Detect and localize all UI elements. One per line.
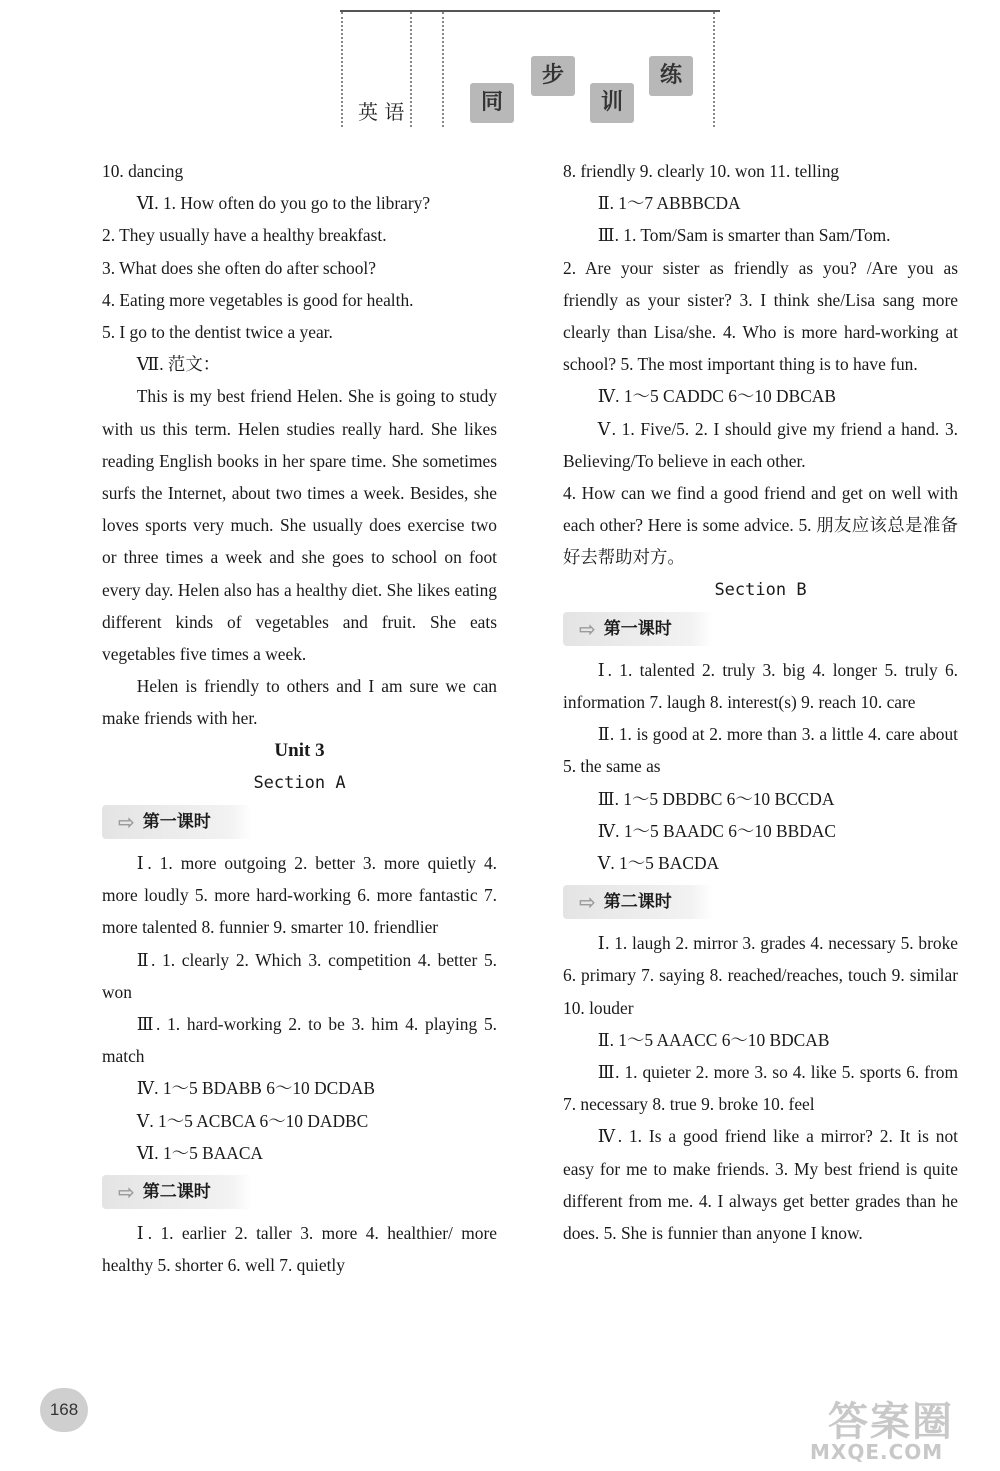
lesson-label: 第一课时	[142, 811, 211, 832]
answer-paragraph: Ⅲ. 1～5 DBDBC 6～10 BCCDA	[597, 788, 835, 809]
lesson-heading	[563, 612, 713, 646]
answer-paragraph: Ⅱ. 1. clearly 2. Which 3. competition 4. better 5. won	[102, 949, 497, 1002]
answer-paragraph: Ⅳ. 1～5 BAADC 6～10 BBDAC	[597, 820, 836, 841]
header-divider	[410, 12, 412, 127]
header-divider	[442, 12, 444, 127]
answer-paragraph: 2. They usually have a healthy breakfast.	[102, 225, 387, 246]
answer-paragraph: Ⅲ. 1. quieter 2. more 3. so 4. like 5. sports 6. from 7. necessary 8. true 9. broke 10. feel	[563, 1062, 958, 1115]
left-column	[102, 155, 497, 1282]
watermark-logo-text: 答案圈	[828, 1399, 954, 1445]
subject-label: 英 语	[358, 100, 405, 124]
answer-paragraph: Ⅰ. 1. laugh 2. mirror 3. grades 4. necessary 5. broke 6. primary 7. saying 8. reached/reaches, touch 9. similar 10. louder	[563, 933, 958, 1018]
answer-paragraph: 10. dancing	[102, 161, 184, 181]
title-tile: 训	[590, 83, 634, 123]
lesson-heading	[102, 805, 252, 839]
lesson-label: 第二课时	[142, 1181, 211, 1202]
header-divider	[341, 12, 343, 127]
answer-paragraph: Ⅰ. 1. talented 2. truly 3. big 4. longer 5. truly 6. information 7. laugh 8. interest(s) 9. reach 10. care	[563, 659, 958, 713]
answer-paragraph: Ⅴ. 1. Five/5. 2. I should give my friend a hand. 3. Believing/To believe in each other.	[563, 418, 958, 471]
watermark	[810, 1390, 954, 1464]
answer-paragraph: Ⅶ. 范文：	[136, 354, 221, 375]
unit-title: Unit 3	[274, 739, 325, 761]
right-column	[563, 155, 958, 1249]
answer-paragraph: 8. friendly 9. clearly 10. won 11. telling	[563, 161, 840, 181]
title-tile: 同	[470, 83, 514, 123]
answer-paragraph: 5. I go to the dentist twice a year.	[102, 322, 333, 343]
answer-paragraph: This is my best friend Helen. She is going to study with us this term. Helen studies really hard. She likes reading English books in her spare time. She sometimes surfs the Internet, about two times a week. Besides, she loves sports very much. She usually does exercise two or three times a week and she goes to school on foot every day. Helen also has a healthy diet. She likes eating different kinds of vegetables and fruit. She eats vegetables five times a week.	[102, 386, 497, 665]
answer-paragraph: 2. Are your sister as friendly as you? /Are you as friendly as your sister? 3. I think she/Lisa sang more clearly than Lisa/she. 4. Who is more hard-working at school? 5. The most important thing is to have fun.	[563, 257, 958, 375]
arrow-icon: ⇨	[118, 1179, 135, 1204]
lesson-heading	[102, 1175, 252, 1209]
page-header	[0, 0, 1000, 150]
answer-paragraph: 4. Eating more vegetables is good for health.	[102, 289, 414, 310]
title-tile: 练	[649, 56, 693, 96]
answer-paragraph: Helen is friendly to others and I am sure we can make friends with her.	[102, 676, 497, 729]
answer-paragraph: Ⅱ. 1. is good at 2. more than 3. a little 4. care about 5. the same as	[563, 724, 958, 777]
arrow-icon: ⇨	[118, 809, 135, 834]
answer-paragraph: 4. How can we find a good friend and get on well with each other? Here is some advice. 5. 朋友应该总是准备好去帮助对方。	[563, 483, 958, 568]
header-rule	[340, 10, 720, 12]
watermark-url: MXQE.COM	[810, 1440, 944, 1464]
answer-paragraph: Ⅴ. 1～5 ACBCA 6～10 DADBC	[136, 1110, 369, 1131]
answer-paragraph: Ⅰ. 1. more outgoing 2. better 3. more quietly 4. more loudly 5. more hard-working 6. more fantastic 7. more talented 8. funnier 9. smarter 10. friendlier	[102, 853, 497, 938]
answer-paragraph: Ⅳ. 1～5 BDABB 6～10 DCDAB	[136, 1078, 375, 1099]
answer-paragraph: Ⅰ. 1. earlier 2. taller 3. more 4. healthier/ more healthy 5. shorter 6. well 7. quietly	[102, 1223, 497, 1276]
page-number: 168	[40, 1388, 88, 1432]
arrow-icon: ⇨	[579, 890, 596, 915]
answer-paragraph: Ⅱ. 1～5 AAACC 6～10 BDCAB	[597, 1029, 830, 1050]
answer-paragraph: 3. What does she often do after school?	[102, 257, 376, 278]
lesson-label: 第一课时	[603, 618, 672, 639]
answer-paragraph: Ⅲ. 1. hard-working 2. to be 3. him 4. playing 5. match	[102, 1014, 497, 1067]
answer-paragraph: Ⅱ. 1～7 ABBBCDA	[597, 193, 741, 214]
answer-paragraph: Ⅳ. 1. Is a good friend like a mirror? 2. It is not easy for me to make friends. 3. My best friend is quite different from me. 4. I always get better grades than he does. 5. She is funnier than anyone I know.	[563, 1126, 958, 1244]
header-divider	[713, 12, 715, 127]
answer-paragraph: Ⅴ. 1～5 BACDA	[597, 853, 720, 874]
answer-paragraph: Ⅲ. 1. Tom/Sam is smarter than Sam/Tom.	[597, 225, 891, 246]
section-title: Section B	[714, 579, 807, 600]
lesson-heading	[563, 885, 713, 919]
answer-paragraph: Ⅵ. 1. How often do you go to the library?	[136, 193, 431, 214]
lesson-label: 第二课时	[603, 892, 672, 913]
section-title: Section A	[253, 772, 346, 793]
answer-paragraph: Ⅵ. 1～5 BAACA	[136, 1142, 263, 1163]
answer-paragraph: Ⅳ. 1～5 CADDC 6～10 DBCAB	[597, 386, 836, 407]
arrow-icon: ⇨	[579, 616, 596, 641]
title-tile: 步	[531, 56, 575, 96]
